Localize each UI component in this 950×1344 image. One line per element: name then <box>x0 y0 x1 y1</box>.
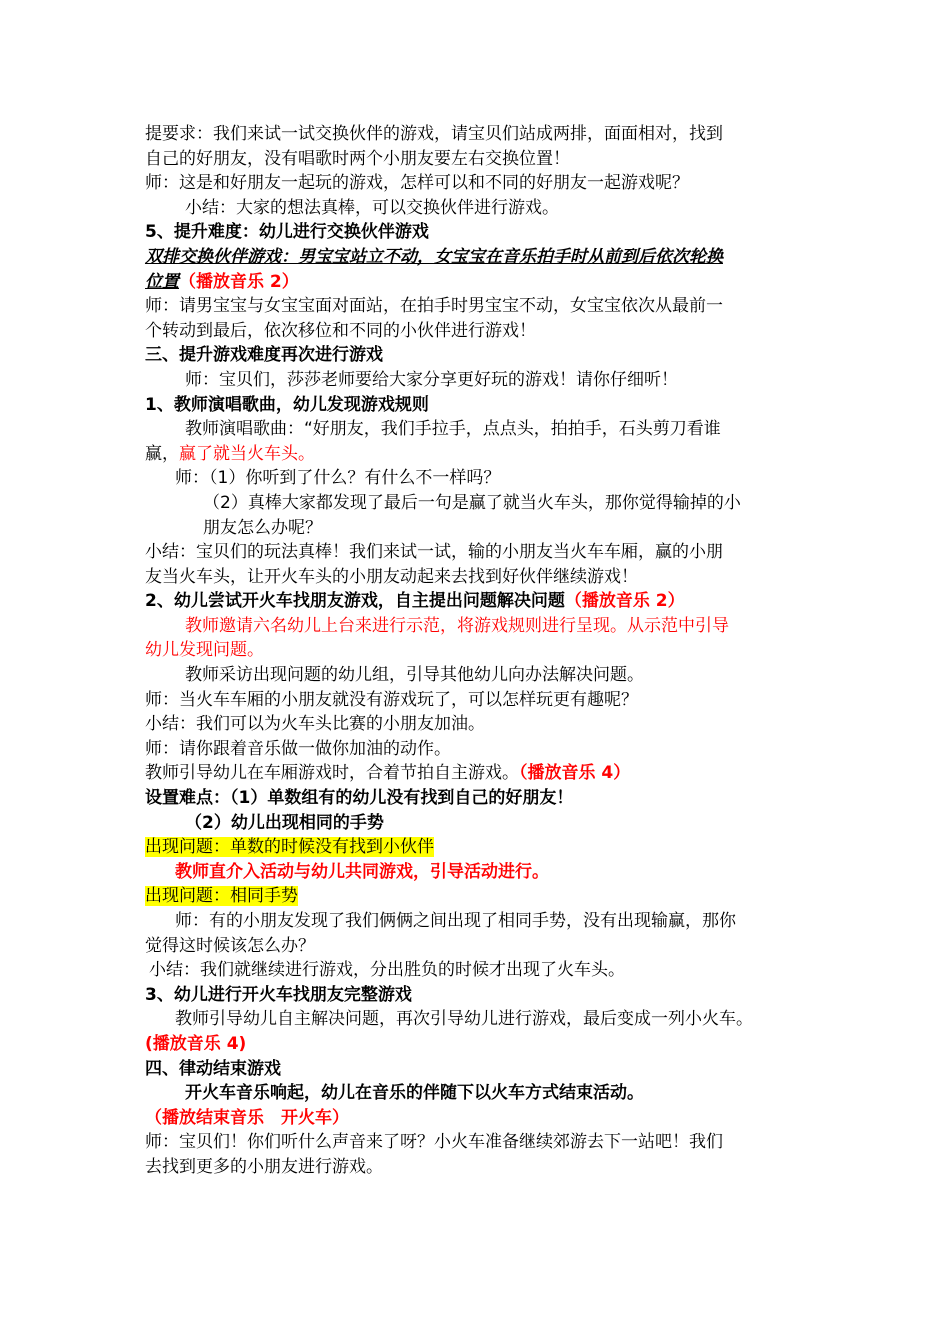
lyric-text: 赢， <box>145 443 179 464</box>
question-line: （2）真棒大家都发现了最后一句是赢了就当火车头，那你觉得输掉的小 <box>203 492 741 513</box>
paragraph-text: 教师引导幼儿在车厢游戏时，合着节拍自主游戏。 <box>145 763 519 784</box>
paragraph-line: 觉得这时候该怎么办？ <box>145 935 315 956</box>
paragraph-line: 师：当火车车厢的小朋友就没有游戏玩了，可以怎样玩更有趣呢？ <box>145 689 638 710</box>
summary-line: 友当火车头，让开火车头的小朋友动起来去找到好伙伴继续游戏！ <box>145 566 638 587</box>
demo-line: 幼儿发现问题。 <box>145 640 264 661</box>
game-description-text: 位置 <box>145 271 179 292</box>
section-heading: 3、幼儿进行开火车找朋友完整游戏 <box>145 984 412 1005</box>
section-heading <box>145 589 825 614</box>
paragraph-line: 自己的好朋友，没有唱歌时两个小朋友要左右交换位置！ <box>145 148 570 169</box>
question-line: 师：（1）你听到了什么？有什么不一样吗？ <box>175 468 501 489</box>
problem-highlight: 出现问题：单数的时候没有找到小伙伴 <box>145 837 434 858</box>
paragraph-line: 师：宝贝们！你们听什么声音来了呀？小火车准备继续郊游去下一站吧！我们 <box>145 1132 723 1153</box>
summary-line: 小结：宝贝们的玩法真棒！我们来试一试，输的小朋友当火车车厢，赢的小朋 <box>145 542 723 563</box>
music-cue: （播放音乐 4） <box>519 763 631 784</box>
paragraph-line: 师：这是和好朋友一起玩的游戏，怎样可以和不同的好朋友一起游戏呢？ <box>145 173 689 194</box>
game-description-line <box>145 245 825 270</box>
paragraph-line: 提要求：我们来试一试交换伙伴的游戏，请宝贝们站成两排，面面相对，找到 <box>145 124 723 144</box>
paragraph-line: 师：请男宝宝与女宝宝面对面站，在拍手时男宝宝不动，女宝宝依次从最前一 <box>145 296 723 317</box>
problem-highlight: 出现问题：相同手势 <box>145 886 298 907</box>
music-cue: （播放音乐 2） <box>179 271 299 292</box>
paragraph-line: 师：有的小朋友发现了我们俩俩之间出现了相同手势，没有出现输赢，那你 <box>175 911 736 931</box>
section-heading: 四、律动结束游戏 <box>145 1058 281 1079</box>
section-heading: 1、教师演唱歌曲，幼儿发现游戏规则 <box>145 394 429 415</box>
paragraph-line: 教师引导幼儿自主解决问题，再次引导幼儿进行游戏，最后变成一列小火车。 <box>175 1009 753 1030</box>
difficulty-line: （2）幼儿出现相同的手势 <box>185 812 384 833</box>
paragraph-line: 去找到更多的小朋友进行游戏。 <box>145 1156 383 1177</box>
paragraph-line <box>145 761 825 786</box>
paragraph-line: 师：请你跟着音乐做一做你加油的动作。 <box>145 738 451 759</box>
document-page <box>145 122 825 1180</box>
section-heading: 三、提升游戏难度再次进行游戏 <box>145 345 383 366</box>
music-cue: （播放音乐 2） <box>564 591 685 612</box>
intervention-line: 教师直介入活动与幼儿共同游戏，引导活动进行。 <box>175 861 549 882</box>
section-heading: 5、提升难度：幼儿进行交换伙伴游戏 <box>145 222 429 243</box>
paragraph-line: 教师演唱歌曲：“好朋友，我们手拉手，点点头，拍拍手，石头剪刀看谁 <box>185 419 721 440</box>
paragraph-line: 师：宝贝们，莎莎老师要给大家分享更好玩的游戏！请你仔细听！ <box>185 369 678 390</box>
game-description-text: 双排交换伙伴游戏：男宝宝站立不动，女宝宝在音乐拍手时从前到后依次轮换 <box>145 246 723 267</box>
problem-line <box>145 884 825 909</box>
summary-line: 小结：我们就继续进行游戏，分出胜负的时候才出现了火车头。 <box>149 960 625 981</box>
paragraph-line: 开火车音乐响起，幼儿在音乐的伴随下以火车方式结束活动。 <box>185 1083 644 1104</box>
paragraph-line: 教师采访出现问题的幼儿组，引导其他幼儿向办法解决问题。 <box>185 665 644 686</box>
paragraph-line: 个转动到最后，依次移位和不同的小伙伴进行游戏！ <box>145 320 536 341</box>
question-line: 朋友怎么办呢？ <box>203 517 322 538</box>
summary-line: 小结：大家的想法真棒，可以交换伙伴进行游戏。 <box>185 197 559 218</box>
music-cue: （播放结束音乐 开火车） <box>145 1107 349 1128</box>
summary-line: 小结：我们可以为火车头比赛的小朋友加油。 <box>145 714 485 735</box>
game-description-line <box>145 270 825 295</box>
demo-line: 教师邀请六名幼儿上台来进行示范，将游戏规则进行呈现。从示范中引导 <box>185 615 729 636</box>
section-heading-text: 2、幼儿尝试开火车找朋友游戏，自主提出问题解决问题 <box>145 591 565 612</box>
paragraph-line <box>145 442 825 467</box>
difficulty-line: 设置难点：（1）单数组有的幼儿没有找到自己的好朋友！ <box>145 788 574 809</box>
music-cue: (播放音乐 4) <box>145 1033 247 1054</box>
problem-line <box>145 835 825 860</box>
lyric-highlight: 赢了就当火车头。 <box>179 443 315 464</box>
